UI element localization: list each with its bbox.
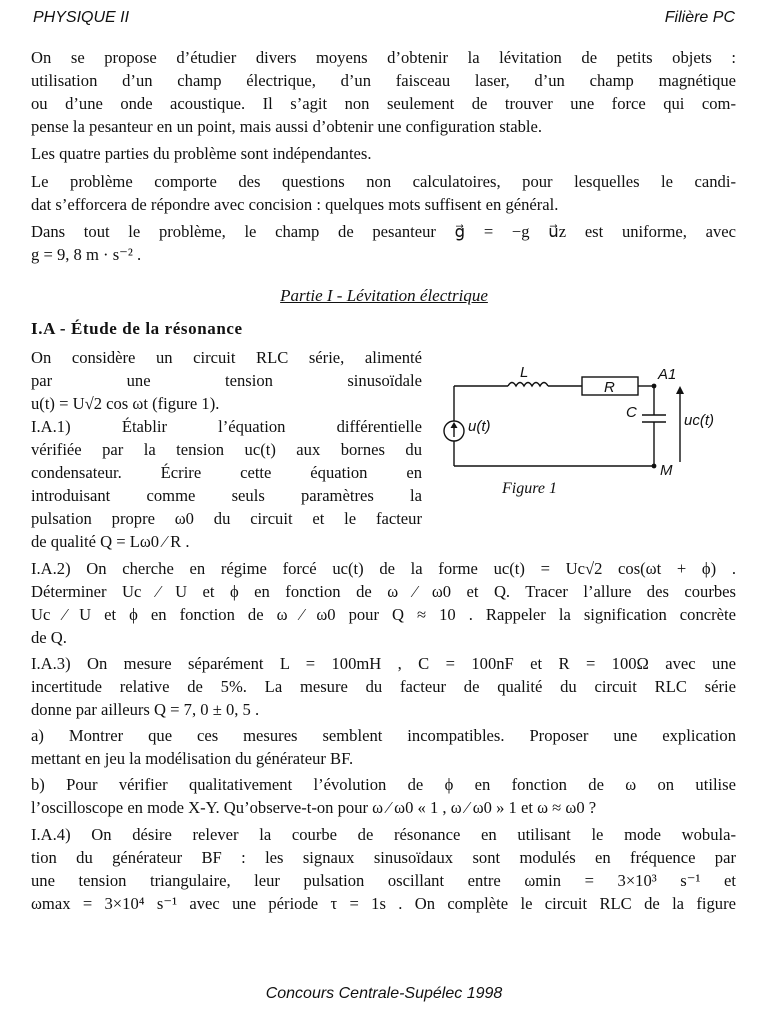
text-line: Déterminer Uc ⁄ U et ϕ en fonction de ω ⁄ ω0 et Q. Tracer l’allure des courbes (31, 582, 736, 601)
text-line: tion du générateur BF : les signaux sinusoïdaux sont modulés en fréquence par (31, 848, 736, 867)
label-m: M (660, 462, 673, 479)
text-line: introduisant comme seuls paramètres la (31, 486, 422, 505)
text-line: pulsation propre ω0 du circuit et le facteur (31, 509, 422, 528)
text-line: g = 9, 8 m · s⁻² . (31, 245, 142, 264)
text-line: On considère un circuit RLC série, alimenté (31, 348, 422, 367)
text-line: I.A.4) On désire relever la courbe de résonance en utilisant le mode wobula- (31, 825, 736, 844)
label-source: u(t) (468, 418, 491, 435)
source-arrow-head (451, 422, 458, 428)
text-line: ωmax = 3×10⁴ s⁻¹ avec une période τ = 1s . On complète le circuit RLC de la figure (31, 894, 736, 913)
text-line: de qualité Q = Lω0 ⁄ R . (31, 532, 190, 551)
figure-caption: Figure 1 (502, 480, 557, 497)
text-line: u(t) = U√2 cos ωt (figure 1). (31, 394, 220, 413)
intro-paragraph-1 (31, 46, 736, 138)
text-line: donne par ailleurs Q = 7, 0 ± 0, 5 . (31, 700, 260, 719)
text-line: b) Pour vérifier qualitativement l’évolution de ϕ en fonction de ω on utilise (31, 775, 736, 794)
text-line: ou d’une onde acoustique. Il s’agit non seulement de trouver une force qui com- (31, 94, 736, 113)
text-line: mettant en jeu la modélisation du générateur BF. (31, 749, 354, 768)
left-column-text (31, 346, 422, 553)
footer-source: Concours Centrale-Supélec 1998 (265, 985, 503, 1002)
part-title (0, 286, 768, 306)
text-line: l’oscilloscope en mode X-Y. Qu’observe-t-on pour ω ⁄ ω0 « 1 , ω ⁄ ω0 » 1 et ω ≈ ω0 ? (31, 798, 597, 817)
label-uc: uc(t) (684, 412, 714, 429)
text-line: utilisation d’un champ électrique, d’un faisceau laser, d’un champ magnétique (31, 71, 736, 90)
label-r: R (604, 379, 615, 396)
uc-arrow-head (676, 386, 684, 394)
label-a1: A1 (658, 366, 677, 383)
header-track: Filière PC (664, 9, 735, 26)
inductor-coil (508, 383, 548, 387)
text-line: vérifiée par la tension uc(t) aux bornes du (31, 440, 422, 459)
text-line: I.A.2) On cherche en régime forcé uc(t) de la forme uc(t) = Uc√2 cos(ωt + ϕ) . (31, 559, 736, 578)
header-subject: PHYSIQUE II (33, 9, 130, 26)
part-title-text: Partie I - Lévitation électrique (280, 286, 488, 305)
question-ia4 (31, 823, 736, 915)
question-a (31, 724, 736, 770)
text-line: On se propose d’étudier divers moyens d’obtenir la lévitation de petits objets : (31, 48, 736, 67)
text-line: a) Montrer que ces mesures semblent incompatibles. Proposer une explication (31, 726, 736, 745)
text-line: condensateur. Écrire cette équation en (31, 463, 422, 482)
text-line: pense la pesanteur en un point, mais aussi d’obtenir une configuration stable. (31, 117, 543, 136)
question-b (31, 773, 736, 819)
section-title: I.A - Étude de la résonance (31, 319, 243, 338)
text-line: une tension triangulaire, leur pulsation oscillant entre ωmin = 3×10³ s⁻¹ et (31, 871, 736, 890)
text-line: par une tension sinusoïdale (31, 371, 422, 390)
node-a1 (652, 384, 657, 389)
label-l: L (520, 364, 529, 381)
text-line: Le problème comporte des questions non calculatoires, pour lesquelles le candi- (31, 172, 736, 191)
text-line: incertitude relative de 5%. La mesure du facteur de qualité du circuit RLC série (31, 677, 736, 696)
text-line: I.A.1) Établir l’équation différentielle (31, 417, 422, 436)
label-c: C (626, 404, 637, 421)
intro-paragraph-2 (31, 142, 736, 165)
text-line: Les quatre parties du problème sont indépendantes. (31, 144, 372, 163)
intro-paragraph-3 (31, 170, 736, 216)
node-m (652, 464, 657, 469)
text-line: I.A.3) On mesure séparément L = 100mH , C = 100nF et R = 100Ω avec une (31, 654, 736, 673)
text-line: Dans tout le problème, le champ de pesanteur g⃗ = −g u⃗z est uniforme, avec (31, 222, 736, 241)
intro-paragraph-4 (31, 220, 736, 266)
text-line: de Q. (31, 628, 67, 647)
rlc-circuit-diagram (436, 362, 736, 502)
text-line: Uc ⁄ U et ϕ en fonction de ω ⁄ ω0 pour Q ≈ 10 . Rappeler la signification concrète (31, 605, 736, 624)
question-ia2 (31, 557, 736, 649)
question-ia3 (31, 652, 736, 721)
text-line: dat s’efforcera de répondre avec concision : quelques mots suffisent en général. (31, 195, 559, 214)
